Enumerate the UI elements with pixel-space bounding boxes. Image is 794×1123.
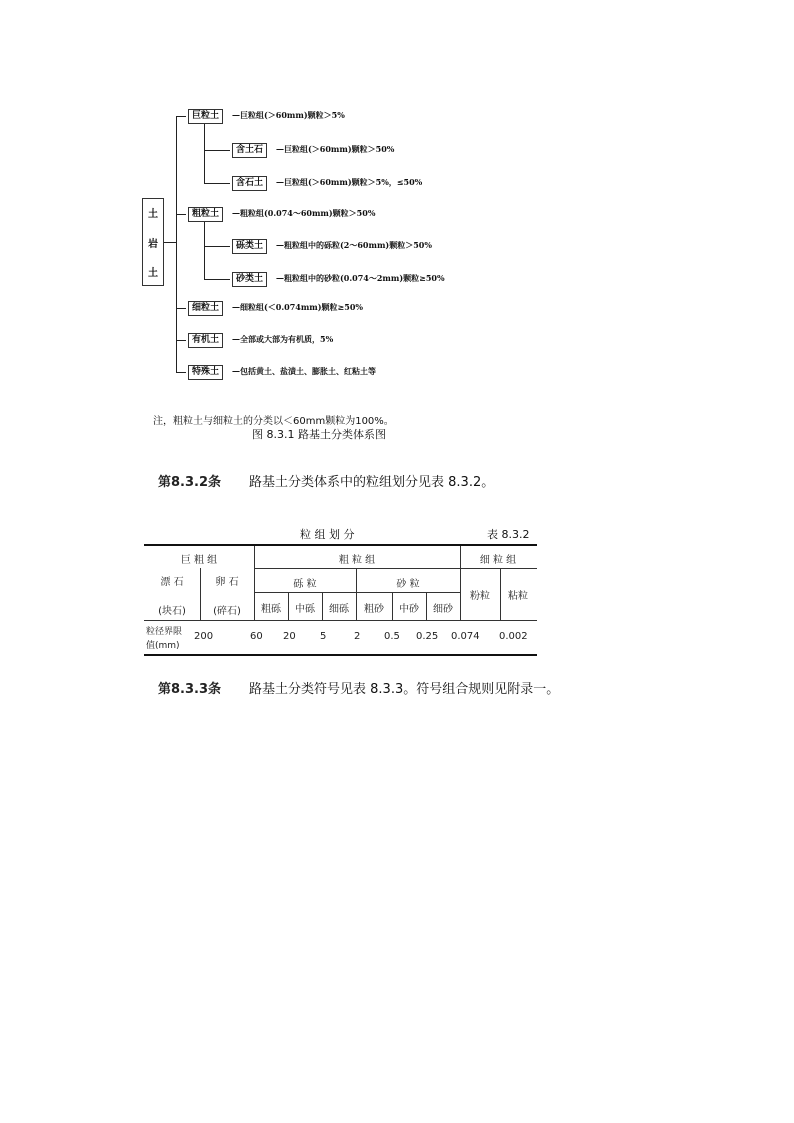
- limit-value: 0.074: [451, 631, 480, 642]
- node-stone-with-soil: 含石土: [232, 176, 267, 191]
- limit-value: 60: [250, 631, 263, 642]
- soil-classification-tree: [138, 100, 518, 400]
- clause-number: 第8.3.2条: [158, 475, 222, 490]
- connector: [204, 246, 230, 247]
- col-cobble: 卵 石: [215, 577, 239, 588]
- connector: [204, 150, 230, 151]
- connector: [204, 279, 230, 280]
- limit-value: 0.002: [499, 631, 528, 642]
- root-char: 土: [148, 268, 158, 279]
- connector: [204, 183, 230, 184]
- clause-text: 路基土分类体系中的粒组划分见表 8.3.2。: [249, 475, 495, 490]
- row-label: 粒径界限: [146, 627, 183, 637]
- root-char: 岩: [148, 238, 158, 250]
- figure-caption: 图 8.3.1 路基土分类体系图: [252, 428, 386, 441]
- col-boulder-sub: (块石): [158, 606, 186, 617]
- table-rule: [144, 654, 537, 656]
- table-rule: [500, 568, 501, 620]
- root-char: 土: [148, 209, 158, 220]
- table-rule: [460, 546, 461, 620]
- node-desc: —巨粒组(＞60mm)颗粒＞5%，≤50%: [276, 177, 423, 187]
- table-rule: [426, 592, 427, 620]
- node-special-soil: 特殊土: [188, 365, 223, 380]
- table-rule: [144, 620, 537, 621]
- col-clay: 粘粒: [508, 591, 528, 602]
- connector: [176, 116, 186, 117]
- node-fine-soil: 细粒土: [188, 301, 223, 316]
- sub-spine: [204, 221, 205, 279]
- node-desc: —粗粒组(0.074～60mm)颗粒＞50%: [232, 208, 376, 218]
- limit-value: 0.25: [416, 631, 439, 642]
- table-rule: [288, 592, 289, 620]
- table-rule: [254, 546, 255, 620]
- col-cobble-sub: (碎石): [213, 606, 241, 617]
- col-fine-gravel: 细砾: [329, 604, 349, 615]
- limit-value: 200: [194, 631, 214, 642]
- group-coarse: 粗 粒 组: [338, 555, 376, 566]
- node-coarse-soil: 粗粒土: [188, 207, 223, 222]
- clause-8-3-2: [158, 471, 494, 490]
- node-desc: —细粒组(＜0.074mm)颗粒≥50%: [232, 302, 363, 312]
- connector: [176, 372, 186, 373]
- col-coarse-gravel: 粗砾: [261, 604, 281, 615]
- node-sand-soil: 砂类土: [232, 272, 267, 287]
- node-desc: —包括黄土、盐渍土、膨胀土、红粘土等: [232, 366, 376, 376]
- limit-value: 0.5: [384, 631, 400, 642]
- row-label: 值(mm): [146, 641, 180, 651]
- node-soil-with-stone: 含土石: [232, 143, 267, 158]
- col-medium-gravel: 中砾: [295, 604, 315, 615]
- node-organic-soil: 有机土: [188, 333, 223, 348]
- node-gravel-soil: 砾类土: [232, 239, 267, 254]
- node-boulder-soil: 巨粒土: [188, 109, 223, 124]
- clause-text: 路基土分类符号见表 8.3.3。符号组合规则见附录一。: [249, 682, 560, 697]
- connector: [164, 242, 176, 243]
- sub-spine: [204, 123, 205, 183]
- col-boulder: 漂 石: [160, 577, 184, 588]
- col-medium-sand: 中砂: [399, 604, 419, 615]
- table-number: 表 8.3.2: [487, 528, 530, 541]
- col-silt: 粉粒: [470, 591, 490, 602]
- limit-value: 2: [354, 631, 361, 642]
- tree-spine: [176, 116, 177, 372]
- node-desc: —全部或大部为有机质，5%: [232, 334, 334, 344]
- table-rule: [322, 592, 323, 620]
- group-boulder: 巨 粗 组: [180, 555, 218, 566]
- col-coarse-sand: 粗砂: [364, 604, 384, 615]
- node-desc: —粗粒组中的砾粒(2～60mm)颗粒＞50%: [276, 240, 432, 250]
- table-rule: [254, 568, 537, 569]
- col-fine-sand: 细砂: [433, 604, 453, 615]
- clause-8-3-3: [158, 678, 559, 697]
- node-desc: —巨粒组(＞60mm)颗粒＞5%: [232, 110, 345, 120]
- table-rule: [392, 592, 393, 620]
- particle-size-table: [144, 544, 537, 656]
- table-title: 粒 组 划 分: [300, 528, 355, 541]
- connector: [176, 214, 186, 215]
- clause-number: 第8.3.3条: [158, 682, 222, 697]
- table-rule: [144, 544, 537, 546]
- node-desc: —巨粒组(＞60mm)颗粒＞50%: [276, 144, 395, 154]
- figure-note: 注，粗粒土与细粒土的分类以＜60mm颗粒为100%。: [153, 416, 394, 427]
- col-gravel: 砾 粒: [293, 579, 317, 590]
- connector: [176, 340, 186, 341]
- table-rule: [200, 568, 201, 620]
- connector: [176, 308, 186, 309]
- tree-root-box: [142, 198, 164, 286]
- limit-value: 5: [320, 631, 327, 642]
- table-rule: [356, 568, 357, 620]
- group-fine: 细 粒 组: [479, 555, 517, 566]
- limit-value: 20: [283, 631, 296, 642]
- table-rule: [254, 592, 460, 593]
- node-desc: —粗粒组中的砂粒(0.074～2mm)颗粒≥50%: [276, 273, 445, 283]
- col-sand: 砂 粒: [396, 579, 420, 590]
